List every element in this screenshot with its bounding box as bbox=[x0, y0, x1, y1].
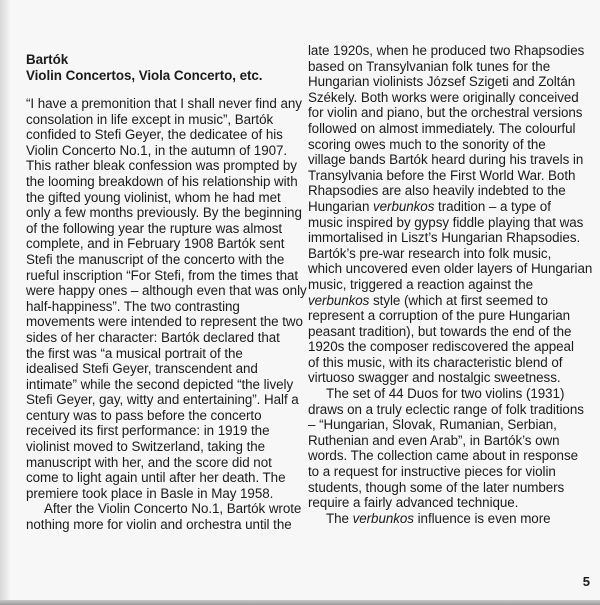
title-block bbox=[26, 52, 298, 84]
text-line: require a fairly advanced technique. bbox=[308, 495, 519, 511]
text-line: Székely. Both works were originally conceived bbox=[308, 89, 579, 105]
text-line: immortalised in Liszt’s Hungarian Rhapsodies. bbox=[308, 230, 581, 246]
text-line: premiere took place in Basle in May 1958. bbox=[26, 485, 274, 501]
text-line: only a few months previously. By the beginning bbox=[26, 205, 302, 221]
text-line: music inspired by gypsy fiddle playing that was bbox=[308, 214, 584, 230]
text-segment: influence is even more bbox=[413, 510, 551, 526]
text-line: intimate” while the second depicted “the lively bbox=[26, 376, 294, 392]
text-line: Ruthenian and even Arab”, in Bartók’s own bbox=[308, 432, 560, 448]
text-line bbox=[308, 199, 588, 215]
left-column bbox=[26, 52, 307, 533]
text-line: for violin and piano, but the orchestral versions bbox=[308, 105, 583, 121]
text-line: village bands Bartók heard during his travels in bbox=[308, 152, 584, 168]
text-line: received its first performance: in 1919 the bbox=[26, 423, 270, 439]
text-line: complete, and in February 1908 Bartók sent bbox=[26, 236, 285, 252]
text-line: the looming breakdown of his relationship with bbox=[26, 173, 298, 189]
text-line: sides of her character: Bartók declared that bbox=[26, 329, 280, 345]
text-line: movements were intended to represent the two bbox=[26, 314, 303, 330]
text-line: of this music, with its characteristic blend of bbox=[308, 354, 563, 370]
text-line: nothing more for violin and orchestra until the bbox=[26, 517, 292, 533]
text-segment: tradition – a type of bbox=[434, 198, 551, 214]
text-line: Stefi the manuscript of the concerto with the bbox=[26, 251, 285, 267]
text-line: the first was “a musical portrait of the bbox=[26, 345, 243, 361]
text-line: consolation in life except in music”, Bartók bbox=[26, 111, 274, 127]
text-line: Bartók’s pre-war research into folk music, bbox=[308, 245, 552, 261]
text-line: which uncovered even older layers of Hungarian bbox=[308, 261, 593, 277]
text-line: the gifted young violinist, whom he had met bbox=[26, 189, 281, 205]
text-line: “I have a premonition that I shall never find any bbox=[26, 96, 302, 111]
text-line: words. The collection came about in response bbox=[308, 448, 578, 464]
text-line: – “Hungarian, Slovak, Rumanian, Serbian, bbox=[308, 417, 557, 433]
paragraph-44-duos bbox=[308, 386, 588, 511]
text-segment: Hungarian bbox=[308, 198, 374, 214]
text-line: late 1920s, when he produced two Rhapsodies bbox=[308, 43, 585, 58]
text-line: manuscript with her, and the score did not bbox=[26, 454, 272, 470]
italic-term: verbunkos bbox=[373, 198, 435, 214]
text-line: Violin Concerto No.1, in the autumn of 1907. bbox=[26, 142, 288, 158]
text-line: After the Violin Concerto No.1, Bartók wrote bbox=[44, 501, 302, 517]
right-column bbox=[308, 43, 593, 526]
composer-heading: Bartók bbox=[26, 52, 69, 67]
text-line: virtuoso swagger and nostalgic sweetness. bbox=[308, 370, 561, 386]
text-line: scoring owes much to the sonority of the bbox=[308, 136, 546, 152]
italic-term: verbunkos bbox=[352, 510, 414, 526]
text-line bbox=[308, 293, 588, 309]
text-line: draws on a truly eclectic range of folk traditions bbox=[308, 401, 584, 417]
text-line: century was to pass before the concerto bbox=[26, 407, 262, 423]
text-segment: style (which at first seemed to bbox=[369, 292, 548, 308]
text-line: were happy ones – although even that was only bbox=[26, 283, 307, 299]
text-line: Transylvania before the First World War. Both bbox=[308, 167, 576, 183]
text-line: represent a corruption of the pure Hungarian bbox=[308, 308, 571, 324]
page-gutter-shadow bbox=[0, 0, 10, 600]
text-line: Rhapsodies are also heavily indebted to the bbox=[308, 183, 566, 199]
text-line: violinist moved to Switzerland, taking the bbox=[26, 439, 266, 455]
page-bottom-edge bbox=[0, 600, 600, 605]
text-line: Hungarian violinists József Szigeti and Zoltán bbox=[308, 74, 576, 90]
text-line: music, triggered a reaction against the bbox=[308, 276, 534, 292]
page-number: 5 bbox=[582, 574, 590, 589]
paragraph-rhapsodies bbox=[308, 43, 593, 386]
text-line: Stefi Geyer, gay, witty and entertaining”. Half a bbox=[26, 392, 299, 408]
text-line: half-happiness”. The two contrasting bbox=[26, 298, 240, 314]
text-line: confided to Stefi Geyer, the dedicatee of his bbox=[26, 127, 283, 143]
text-line: based on Transylvanian folk tunes for the bbox=[308, 58, 551, 74]
paragraph-verbunkos-influence bbox=[308, 511, 588, 527]
text-line: rueful inscription “For Stefi, from the times that bbox=[26, 267, 299, 283]
text-line: of the following year the rupture was almost bbox=[26, 220, 283, 236]
text-line: come to light again until after her death. The bbox=[26, 470, 286, 486]
italic-term: verbunkos bbox=[308, 292, 370, 308]
text-line: This rather bleak confession was prompted by bbox=[26, 158, 297, 174]
text-line: peasant tradition), but towards the end of the bbox=[308, 323, 572, 339]
text-line: idealised Stefi Geyer, transcendent and bbox=[26, 361, 258, 377]
works-subheading: Violin Concertos, Viola Concerto, etc. bbox=[26, 68, 263, 83]
paragraph-after-concerto bbox=[26, 501, 302, 533]
text-line: 1920s the composer rediscovered the appeal bbox=[308, 339, 574, 355]
text-segment: The bbox=[326, 510, 353, 526]
text-line: to a request for instructive pieces for violin bbox=[308, 464, 556, 480]
text-line: followed on almost immediately. The colourful bbox=[308, 120, 576, 136]
paragraph-premonition bbox=[26, 96, 307, 501]
text-line: The set of 44 Duos for two violins (1931) bbox=[326, 386, 565, 402]
text-line bbox=[308, 511, 588, 527]
text-line: students, though some of the later numbers bbox=[308, 479, 565, 495]
